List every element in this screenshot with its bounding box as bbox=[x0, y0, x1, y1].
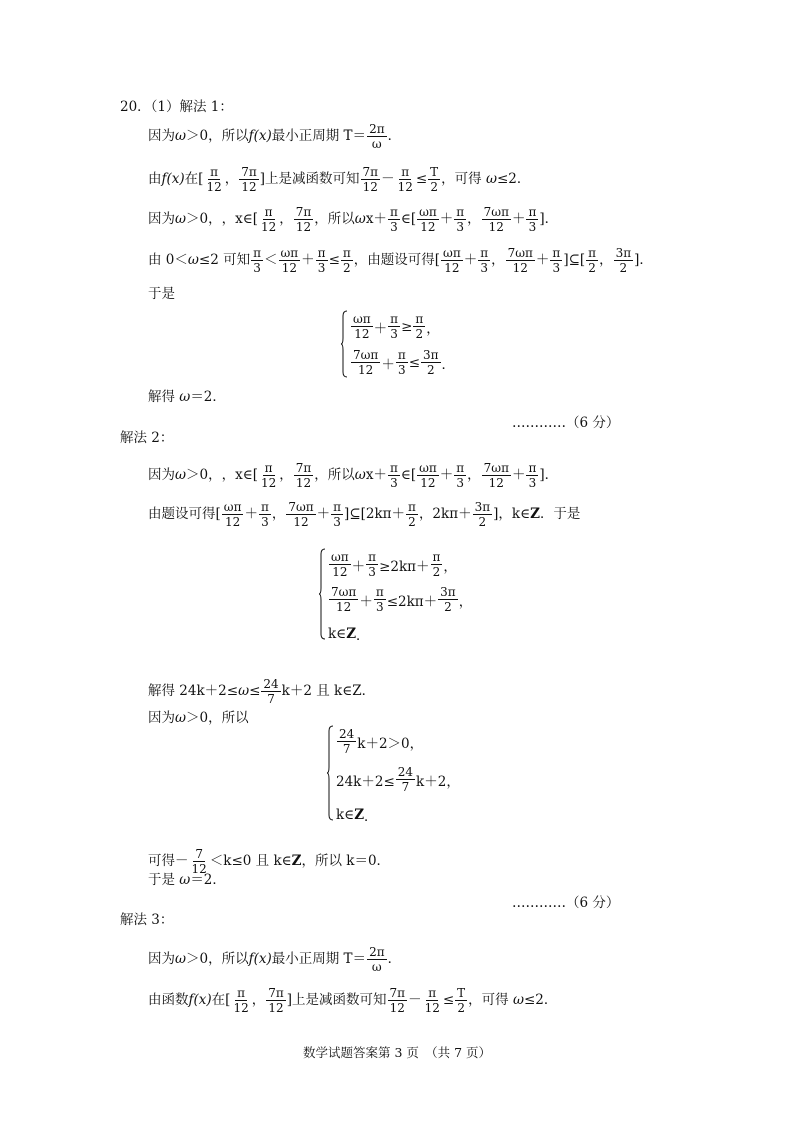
text: 由题设可得[ bbox=[148, 505, 221, 522]
text: 解法 2： bbox=[120, 430, 174, 446]
fraction-omegapi-12: ωπ 12 bbox=[280, 246, 299, 275]
text: ， bbox=[224, 170, 239, 187]
text: ＋ bbox=[301, 251, 315, 268]
m2-line-4 bbox=[148, 712, 249, 726]
text: ＋ bbox=[244, 505, 258, 522]
text: ∈[ bbox=[400, 210, 417, 227]
m2-inequality-system-1 bbox=[318, 548, 488, 644]
text: ． bbox=[387, 127, 402, 144]
fraction-24-7: 24 7 bbox=[339, 727, 355, 756]
m2-line-3 bbox=[148, 677, 375, 706]
fraction-pi-12: $\frac{\pi}{12}$ bbox=[397, 165, 413, 194]
fraction-7omegapi-12: 7ωπ 12 bbox=[483, 461, 509, 490]
left-brace-icon bbox=[340, 310, 348, 378]
text: ，所以 bbox=[314, 466, 355, 483]
text: ]． bbox=[539, 210, 559, 227]
text: ， bbox=[467, 466, 481, 483]
m3-line-2 bbox=[148, 986, 557, 1015]
text: 因为 bbox=[148, 466, 175, 483]
text: ]，k∈ bbox=[493, 505, 531, 522]
text: 因为 bbox=[148, 127, 175, 144]
page-footer: 数学试题答案第 3 页 （共 7 页） bbox=[302, 1045, 492, 1060]
fraction-7pi-12: 7π 12 bbox=[268, 986, 284, 1015]
left-brace-icon bbox=[318, 548, 326, 640]
text: ＞0， bbox=[186, 210, 222, 227]
fraction-omegapi-12: ωπ 12 bbox=[419, 461, 437, 490]
text: ＜k≤0 且 k∈ bbox=[209, 852, 292, 869]
system-row: ωπ 12 ＋ $\frac{\pi}{3}$ ≥2kπ＋ π 2 ， bbox=[331, 550, 457, 579]
fraction-pi-3: $\frac{\pi}{3}$ bbox=[390, 312, 399, 341]
problem-label: 20．（1）解法 1： bbox=[120, 99, 233, 115]
fraction-pi-3: π 3 bbox=[456, 205, 465, 234]
text: ，可得 bbox=[441, 170, 482, 187]
fraction-7omegapi-12: 7ωπ 12 bbox=[353, 348, 379, 377]
text: ， bbox=[279, 466, 293, 483]
fraction-3pi-2: 3π 2 bbox=[615, 246, 632, 275]
fraction-3pi-2: $\frac{3\pi}{2}$ bbox=[423, 348, 439, 377]
m1-result bbox=[148, 391, 226, 405]
text: ，所以 bbox=[314, 210, 355, 227]
text: 由 bbox=[148, 170, 162, 187]
method-3-label bbox=[120, 914, 173, 928]
text: ＞0， bbox=[186, 466, 222, 483]
text: ，x∈[ bbox=[221, 210, 258, 227]
text: ]． bbox=[539, 466, 559, 483]
fx: f(x) bbox=[248, 127, 272, 144]
text: ＞0，所以 bbox=[186, 127, 249, 144]
fraction-pi-12: π 12 bbox=[233, 986, 249, 1015]
text: ＜ bbox=[264, 251, 278, 268]
text: ＋ bbox=[316, 505, 331, 522]
text: 最小正周期 T＝ bbox=[271, 950, 367, 967]
set-Z: Z bbox=[291, 852, 302, 869]
m3-line-1 bbox=[148, 945, 401, 974]
omega: ω bbox=[175, 127, 187, 144]
text: ．于是 bbox=[539, 505, 581, 522]
omega: ω bbox=[354, 466, 366, 483]
omega: ω bbox=[354, 210, 366, 227]
fraction-pi-2: π 2 bbox=[588, 246, 597, 275]
fraction-pi-3: π 3 bbox=[552, 246, 561, 275]
system-row: 24 7 k＋2＞0， bbox=[339, 727, 424, 756]
fraction-pi-3: π 3 bbox=[528, 205, 537, 234]
problem-20-method-1-label bbox=[120, 101, 233, 115]
fraction-pi-12: π 12 bbox=[260, 461, 277, 490]
omega: ω bbox=[175, 950, 187, 967]
text: ， bbox=[279, 210, 293, 227]
text: ，由题设可得[ bbox=[353, 251, 441, 268]
text: ]⊆[2kπ＋ bbox=[344, 505, 406, 522]
omega: ω bbox=[175, 466, 187, 483]
fraction-omegapi-12: ωπ 12 bbox=[443, 246, 461, 275]
fraction-7pi-12: 7π 12 bbox=[295, 461, 312, 490]
fraction-pi-3: π 3 bbox=[456, 461, 465, 490]
text: ≤2 可知 bbox=[198, 251, 251, 268]
text: 于是 bbox=[148, 286, 175, 302]
text: ]上是减函数可知 bbox=[259, 170, 360, 187]
text: ∈[ bbox=[400, 466, 417, 483]
fraction-2pi-omega: 2π ω bbox=[369, 945, 385, 974]
text: ， bbox=[599, 251, 613, 268]
fraction-7pi-12: 7π 12 bbox=[389, 986, 406, 1015]
omega: ω bbox=[187, 251, 199, 268]
text: ＋ bbox=[439, 466, 454, 483]
fraction-pi-3: $\frac{\pi}{3}$ bbox=[317, 246, 326, 275]
fraction-omegapi-12: ωπ 12 bbox=[353, 312, 371, 341]
text: ＋ bbox=[535, 251, 550, 268]
text: ＋ bbox=[511, 466, 526, 483]
text: ≤ bbox=[415, 170, 428, 187]
text: ，x∈[ bbox=[221, 466, 258, 483]
fraction-pi-3: π 3 bbox=[253, 246, 261, 275]
text: ≤ bbox=[328, 251, 340, 268]
score-mark: …………（6 分） bbox=[512, 415, 620, 431]
fraction-7-12: 7 12 bbox=[191, 847, 207, 876]
fraction-T-2: $\frac{T}{2}$ bbox=[430, 165, 439, 194]
m2-line-2 bbox=[148, 500, 580, 529]
fraction-pi-12: π 12 bbox=[260, 205, 277, 234]
fraction-7omegapi-12: 7ωπ 12 bbox=[288, 500, 314, 529]
fraction-7pi-12: 7π 12 bbox=[362, 165, 379, 194]
text: 可得－ bbox=[148, 852, 189, 869]
text: 在[ bbox=[211, 991, 231, 1008]
text: ＋ bbox=[511, 210, 526, 227]
fraction-pi-3: π 3 bbox=[389, 461, 398, 490]
text: ≤2． bbox=[496, 170, 531, 187]
fraction-pi-12: π 12 bbox=[206, 165, 222, 194]
m2-line-1 bbox=[148, 461, 558, 490]
fraction-7omegapi-12: 7ωπ 12 bbox=[331, 585, 357, 614]
text: 由 0＜ bbox=[148, 251, 188, 268]
fraction-pi-2: π 2 bbox=[432, 550, 441, 579]
omega: ω bbox=[238, 682, 250, 699]
omega: ω bbox=[485, 170, 497, 187]
text: 因为 bbox=[148, 710, 175, 726]
system-row: k∈ Z ． bbox=[328, 626, 370, 644]
m2-result bbox=[148, 874, 226, 888]
text: ， bbox=[491, 251, 505, 268]
omega: ω bbox=[179, 872, 191, 888]
system-row: 7ωπ 12 ＋ $\frac{\pi}{3}$ ≤ $\frac{3\pi}{2}$ ． bbox=[353, 348, 456, 377]
score-mark: …………（6 分） bbox=[512, 895, 620, 911]
text: 于是 bbox=[148, 872, 175, 888]
system-row: ωπ 12 ＋ $\frac{\pi}{3}$ ≥ $\frac{\pi}{2}$ ， bbox=[353, 312, 440, 341]
fraction-24-7: $\frac{24}{7}$ bbox=[397, 765, 414, 794]
text: ]上是减函数可知 bbox=[286, 991, 387, 1008]
text: ， bbox=[251, 991, 266, 1008]
m1-line-3 bbox=[148, 205, 558, 234]
text: ， bbox=[271, 505, 286, 522]
text: ， bbox=[467, 210, 481, 227]
fx: f(x) bbox=[161, 170, 185, 187]
fraction-T-2: $\frac{T}{2}$ bbox=[457, 986, 466, 1015]
fraction-pi-3: $\frac{\pi}{3}$ bbox=[375, 585, 384, 614]
fraction-7pi-12: 7π 12 bbox=[295, 205, 312, 234]
fraction-pi-2: $\frac{\pi}{2}$ bbox=[415, 312, 424, 341]
fraction-omegapi-12: ωπ 12 bbox=[419, 205, 437, 234]
text: ，所以 k＝0． bbox=[301, 852, 391, 869]
fx: f(x) bbox=[188, 991, 212, 1008]
text: ，可得 bbox=[468, 991, 509, 1008]
text: 因为 bbox=[148, 210, 175, 227]
fraction-2pi-omega: 2π ω bbox=[369, 122, 385, 151]
fraction-7omegapi-12: 7ωπ 12 bbox=[507, 246, 533, 275]
text: 解得 24k＋2≤ bbox=[148, 682, 239, 699]
text: ]． bbox=[634, 251, 653, 268]
text: ≤2． bbox=[523, 991, 558, 1008]
method-2-label bbox=[120, 432, 173, 446]
text: 最小正周期 T＝ bbox=[271, 127, 367, 144]
text: x＋ bbox=[365, 466, 387, 483]
text: ＋ bbox=[463, 251, 478, 268]
fraction-pi-3: π 3 bbox=[389, 205, 398, 234]
fraction-pi-3: π 3 bbox=[333, 500, 342, 529]
omega: ω bbox=[175, 710, 187, 726]
text: ＞0，所以 bbox=[186, 710, 249, 726]
text: 因为 bbox=[148, 950, 175, 967]
fraction-pi-12: $\frac{\pi}{12}$ bbox=[424, 986, 440, 1015]
fraction-3pi-2: 3π 2 bbox=[474, 500, 491, 529]
fraction-pi-2: π 2 bbox=[408, 500, 416, 529]
system-row: 24k＋2≤ $\frac{24}{7}$ k＋2， bbox=[336, 765, 460, 794]
omega: ω bbox=[175, 210, 187, 227]
fraction-7pi-12: 7π 12 bbox=[241, 165, 257, 194]
omega: ω bbox=[512, 991, 524, 1008]
text: ≤ bbox=[249, 682, 261, 699]
text: ，2kπ＋ bbox=[418, 505, 472, 522]
fraction-24-7: $\frac{24}{7}$ bbox=[263, 677, 279, 706]
text: ． bbox=[387, 950, 402, 967]
left-brace-icon bbox=[326, 725, 334, 821]
fraction-pi-3: $\frac{\pi}{3}$ bbox=[368, 550, 377, 579]
text: ≤ bbox=[442, 991, 455, 1008]
text: ＝2． bbox=[190, 872, 226, 888]
text: 解法 3： bbox=[120, 912, 174, 928]
omega: ω bbox=[179, 389, 191, 405]
text: ＞0，所以 bbox=[186, 950, 249, 967]
fraction-pi-3: π 3 bbox=[260, 500, 269, 529]
text: 在[ bbox=[184, 170, 204, 187]
m1-line-5 bbox=[148, 288, 175, 302]
text: ]⊆[ bbox=[563, 251, 586, 268]
system-row: 7ωπ 12 ＋ $\frac{\pi}{3}$ ≤2kπ＋ 3π 2 ， bbox=[331, 585, 473, 614]
m1-line-4 bbox=[148, 246, 653, 275]
fx: f(x) bbox=[248, 950, 272, 967]
m1-line-1 bbox=[148, 122, 401, 151]
fraction-3pi-2: 3π 2 bbox=[440, 585, 456, 614]
m1-line-2 bbox=[148, 165, 530, 194]
text: 解得 bbox=[148, 389, 175, 405]
text: ＋ bbox=[439, 210, 454, 227]
fraction-pi-3: π 3 bbox=[528, 461, 537, 490]
text: k＋2 且 k∈Z． bbox=[281, 682, 376, 699]
fraction-7omegapi-12: 7ωπ 12 bbox=[483, 205, 509, 234]
m1-inequality-system bbox=[340, 310, 490, 378]
text: ＝2． bbox=[190, 389, 226, 405]
text: － bbox=[381, 170, 395, 187]
fraction-pi-3: $\frac{\pi}{3}$ bbox=[397, 348, 406, 377]
fraction-pi-2: $\frac{\pi}{2}$ bbox=[342, 246, 351, 275]
fraction-omegapi-12: ωπ 12 bbox=[223, 500, 242, 529]
fraction-pi-3: π 3 bbox=[480, 246, 489, 275]
set-Z: Z bbox=[530, 505, 540, 522]
m2-inequality-system-2 bbox=[326, 725, 476, 825]
text: － bbox=[408, 991, 422, 1008]
text: x＋ bbox=[365, 210, 387, 227]
system-row: k∈ Z ． bbox=[336, 807, 378, 825]
text: 由函数 bbox=[148, 991, 189, 1008]
fraction-omegapi-12: ωπ 12 bbox=[331, 550, 349, 579]
